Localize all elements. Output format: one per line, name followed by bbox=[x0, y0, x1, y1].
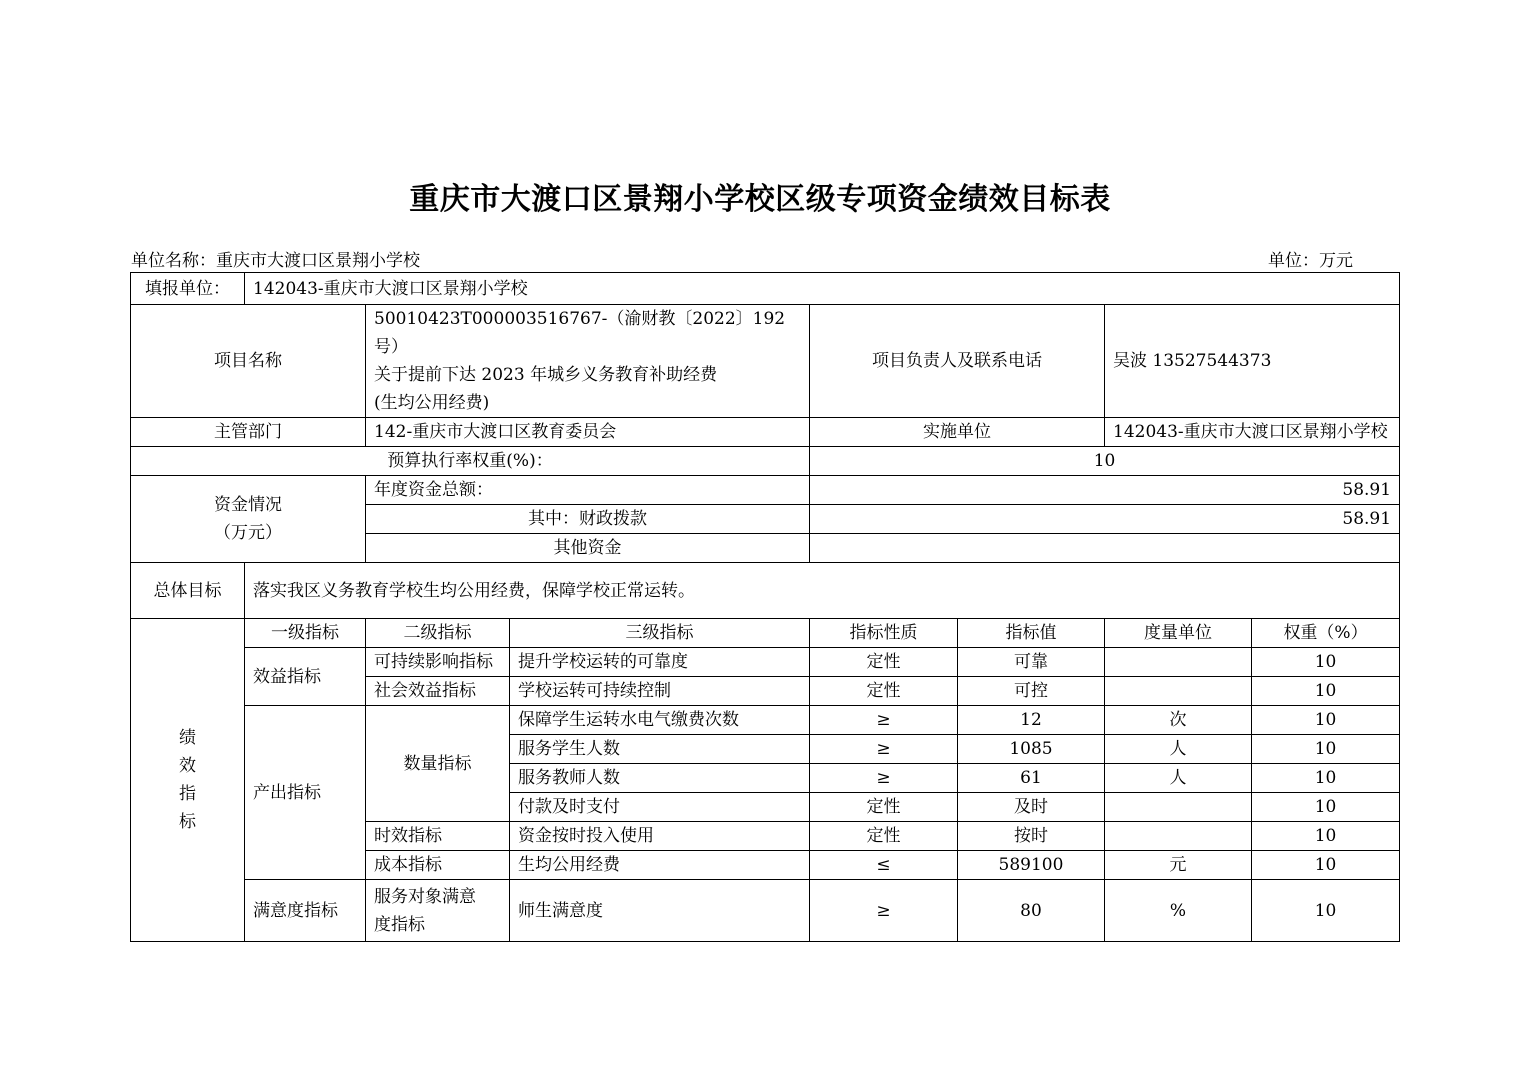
impl-unit-label: 实施单位 bbox=[810, 418, 1105, 447]
header-value: 指标值 bbox=[958, 619, 1105, 648]
fill-unit-value: 142043-重庆市大渡口区景翔小学校 bbox=[245, 273, 1400, 305]
budget-value: 10 bbox=[810, 447, 1400, 476]
indicator-unit: 次 bbox=[1105, 706, 1252, 735]
project-name-line: 50010423T000003516767-（渝财教〔2022〕192 号） bbox=[374, 309, 786, 357]
indicator-nature: ≥ bbox=[810, 764, 958, 793]
indicator-unit bbox=[1105, 793, 1252, 822]
indicator-weight: 10 bbox=[1252, 735, 1400, 764]
indicator-value: 可靠 bbox=[958, 648, 1105, 677]
header-level1: 一级指标 bbox=[245, 619, 366, 648]
perf-side-char: 指 bbox=[179, 784, 196, 804]
social-indicator: 社会效益指标 bbox=[366, 677, 510, 706]
output-indicator: 产出指标 bbox=[245, 706, 366, 880]
indicator-value: 589100 bbox=[958, 851, 1105, 880]
perf-side-char: 效 bbox=[179, 756, 196, 776]
fill-unit-label: 填报单位： bbox=[131, 273, 245, 305]
indicator-value: 61 bbox=[958, 764, 1105, 793]
page-title: 重庆市大渡口区景翔小学校区级专项资金绩效目标表 bbox=[409, 182, 1111, 217]
indicator-weight: 10 bbox=[1252, 880, 1400, 942]
indicator-unit: 元 bbox=[1105, 851, 1252, 880]
unit-name-label: 单位名称：重庆市大渡口区景翔小学校 bbox=[131, 251, 420, 271]
perf-side-char: 标 bbox=[179, 812, 196, 832]
indicator-nature: 定性 bbox=[810, 822, 958, 851]
goal-row bbox=[131, 563, 1400, 619]
indicator-nature: 定性 bbox=[810, 793, 958, 822]
funds-label bbox=[131, 476, 366, 563]
project-row bbox=[131, 305, 1400, 418]
funds-fiscal-label: 其中：财政拨款 bbox=[366, 505, 810, 534]
dept-value: 142-重庆市大渡口区教育委员会 bbox=[366, 418, 810, 447]
goal-value: 落实我区义务教育学校生均公用经费，保障学校正常运转。 bbox=[245, 563, 1400, 619]
funds-label-line: （万元） bbox=[214, 523, 282, 543]
perf-side-label bbox=[131, 619, 245, 942]
third-indicator: 生均公用经费 bbox=[510, 851, 810, 880]
project-name-line: 关于提前下达 2023 年城乡义务教育补助经费 bbox=[374, 365, 718, 385]
indicator-value: 12 bbox=[958, 706, 1105, 735]
indicator-weight: 10 bbox=[1252, 764, 1400, 793]
satisfaction-sub-indicator bbox=[366, 880, 510, 942]
indicator-unit: 人 bbox=[1105, 764, 1252, 793]
funds-total-value: 58.91 bbox=[810, 476, 1400, 505]
table-row bbox=[131, 648, 1400, 677]
third-indicator: 学校运转可持续控制 bbox=[510, 677, 810, 706]
header-level3: 三级指标 bbox=[510, 619, 810, 648]
funds-other-value bbox=[810, 534, 1400, 563]
indicator-value: 可控 bbox=[958, 677, 1105, 706]
header-level2: 二级指标 bbox=[366, 619, 510, 648]
dept-row bbox=[131, 418, 1400, 447]
third-indicator: 服务学生人数 bbox=[510, 735, 810, 764]
indicator-weight: 10 bbox=[1252, 648, 1400, 677]
project-contact-value: 吴波 13527544373 bbox=[1105, 305, 1400, 418]
funds-total-label: 年度资金总额： bbox=[366, 476, 810, 505]
indicator-value: 及时 bbox=[958, 793, 1105, 822]
satisfaction-indicator: 满意度指标 bbox=[245, 880, 366, 942]
dept-label: 主管部门 bbox=[131, 418, 366, 447]
goal-label: 总体目标 bbox=[131, 563, 245, 619]
perf-header-row bbox=[131, 619, 1400, 648]
indicator-weight: 10 bbox=[1252, 851, 1400, 880]
timeliness-indicator: 时效指标 bbox=[366, 822, 510, 851]
indicator-unit: 人 bbox=[1105, 735, 1252, 764]
indicator-nature: ≥ bbox=[810, 706, 958, 735]
benefit-indicator: 效益指标 bbox=[245, 648, 366, 706]
satisfaction-sub-line: 度指标 bbox=[374, 914, 425, 935]
indicator-unit bbox=[1105, 648, 1252, 677]
currency-unit-label: 单位：万元 bbox=[1268, 251, 1353, 271]
header-nature: 指标性质 bbox=[810, 619, 958, 648]
third-indicator: 提升学校运转的可靠度 bbox=[510, 648, 810, 677]
funds-fiscal-value: 58.91 bbox=[810, 505, 1400, 534]
budget-row bbox=[131, 447, 1400, 476]
indicator-unit: % bbox=[1105, 880, 1252, 942]
project-name-line: (生均公用经费) bbox=[374, 393, 490, 413]
indicator-weight: 10 bbox=[1252, 706, 1400, 735]
indicator-nature: 定性 bbox=[810, 677, 958, 706]
funds-label-line: 资金情况 bbox=[214, 495, 282, 515]
table-row bbox=[131, 880, 1400, 942]
indicator-nature: ≥ bbox=[810, 880, 958, 942]
indicator-nature: ≤ bbox=[810, 851, 958, 880]
third-indicator: 服务教师人数 bbox=[510, 764, 810, 793]
performance-table bbox=[130, 272, 1400, 942]
satisfaction-sub-line: 服务对象满意 bbox=[374, 886, 476, 907]
third-indicator: 保障学生运转水电气缴费次数 bbox=[510, 706, 810, 735]
budget-label: 预算执行率权重(%)： bbox=[131, 447, 810, 476]
indicator-unit bbox=[1105, 822, 1252, 851]
fill-unit-row bbox=[131, 273, 1400, 305]
funds-other-label: 其他资金 bbox=[366, 534, 810, 563]
indicator-value: 按时 bbox=[958, 822, 1105, 851]
project-contact-label: 项目负责人及联系电话 bbox=[810, 305, 1105, 418]
indicator-weight: 10 bbox=[1252, 677, 1400, 706]
header-weight: 权重（%） bbox=[1252, 619, 1400, 648]
third-indicator: 付款及时支付 bbox=[510, 793, 810, 822]
funds-total-row bbox=[131, 476, 1400, 505]
third-indicator: 师生满意度 bbox=[510, 880, 810, 942]
sustain-indicator: 可持续影响指标 bbox=[366, 648, 510, 677]
perf-side-char: 绩 bbox=[179, 728, 196, 748]
indicator-weight: 10 bbox=[1252, 822, 1400, 851]
header-unit: 度量单位 bbox=[1105, 619, 1252, 648]
indicator-value: 80 bbox=[958, 880, 1105, 942]
indicator-value: 1085 bbox=[958, 735, 1105, 764]
project-name-value bbox=[366, 305, 810, 418]
indicator-nature: 定性 bbox=[810, 648, 958, 677]
project-name-label: 项目名称 bbox=[131, 305, 366, 418]
indicator-weight: 10 bbox=[1252, 793, 1400, 822]
third-indicator: 资金按时投入使用 bbox=[510, 822, 810, 851]
quantity-indicator: 数量指标 bbox=[366, 706, 510, 822]
table-row bbox=[131, 706, 1400, 735]
indicator-nature: ≥ bbox=[810, 735, 958, 764]
indicator-unit bbox=[1105, 677, 1252, 706]
impl-unit-value: 142043-重庆市大渡口区景翔小学校 bbox=[1105, 418, 1400, 447]
cost-indicator: 成本指标 bbox=[366, 851, 510, 880]
